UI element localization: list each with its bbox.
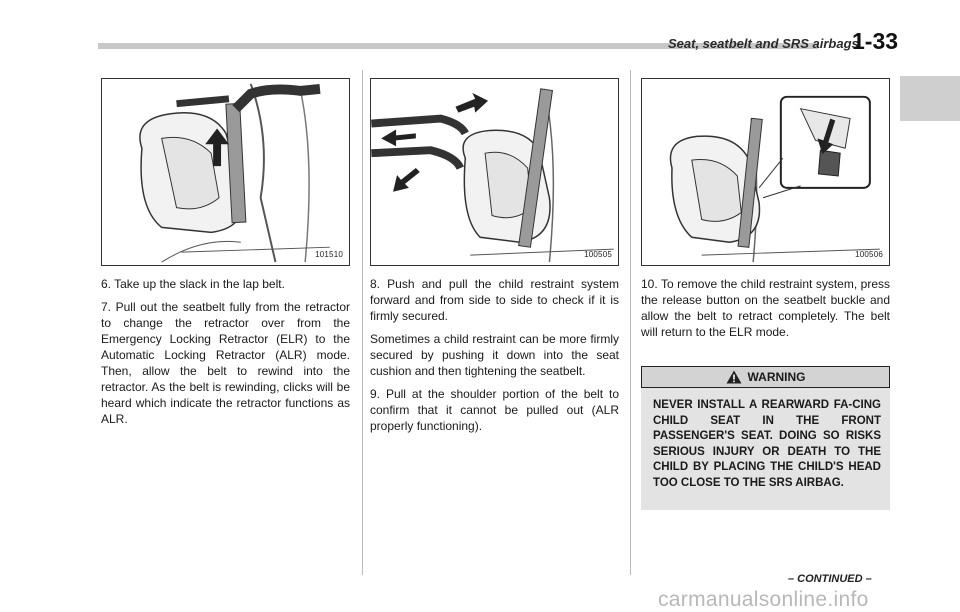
chapter-tab (900, 76, 960, 121)
warning-title: WARNING (747, 370, 806, 384)
step-7: 7. Pull out the seatbelt fully from the retractor to change the retractor over from the Emergency Locking Retractor (ELR) to the Automatic Locking Retractor (ALR) mode. Then, allow the belt to rewind into the retractor. As the belt is rewinding, clicks will be heard which indicate the retractor functions as ALR. (101, 300, 350, 426)
figure-code: 101510 (315, 250, 343, 259)
warning-triangle-icon (726, 370, 742, 384)
column-3-text (641, 276, 890, 347)
warning-header (641, 366, 890, 388)
section-title: Seat, seatbelt and SRS airbags (668, 36, 859, 51)
page-number: 1-33 (852, 28, 899, 54)
step-9: 9. Pull at the shoulder portion of the belt to confirm that it cannot be pulled out (ALR properly functioning). (370, 387, 619, 433)
column-2-text (370, 276, 619, 441)
continued-label: – CONTINUED – (788, 573, 872, 585)
child-seat-illustration (642, 79, 889, 265)
figure-release-buckle (641, 78, 890, 266)
column-divider (630, 70, 631, 575)
step-10: 10. To remove the child restraint system, press the release button on the seatbelt buckle and allow the belt to retract completely. The belt will return to the ELR mode. (641, 277, 890, 339)
watermark: carmanualsonline.info (658, 588, 869, 611)
figure-code: 100505 (584, 250, 612, 259)
child-seat-illustration (102, 79, 349, 265)
figure-take-up-slack (101, 78, 350, 266)
step-8: 8. Push and pull the child restraint system forward and from side to side to check if it is firmly secured. (370, 277, 619, 323)
child-seat-illustration (371, 79, 618, 265)
figure-code: 100506 (855, 250, 883, 259)
warning-box (641, 366, 890, 510)
figure-push-pull (370, 78, 619, 266)
warning-text: NEVER INSTALL A REARWARD FA-CING CHILD SEAT IN THE FRONT PASSENGER'S SEAT. DOING SO RISKS SERIOUS INJURY OR DEATH TO THE CHILD BY PLACING THE CHILD'S HEAD TOO CLOSE TO THE SRS AIRBAG. (653, 399, 881, 489)
step-8-note: Sometimes a child restraint can be more firmly secured by pushing it down into the seat cushion and then tightening the seatbelt. (370, 332, 619, 378)
step-6: 6. Take up the slack in the lap belt. (101, 277, 285, 291)
column-divider (362, 70, 363, 575)
column-1-text (101, 276, 350, 434)
